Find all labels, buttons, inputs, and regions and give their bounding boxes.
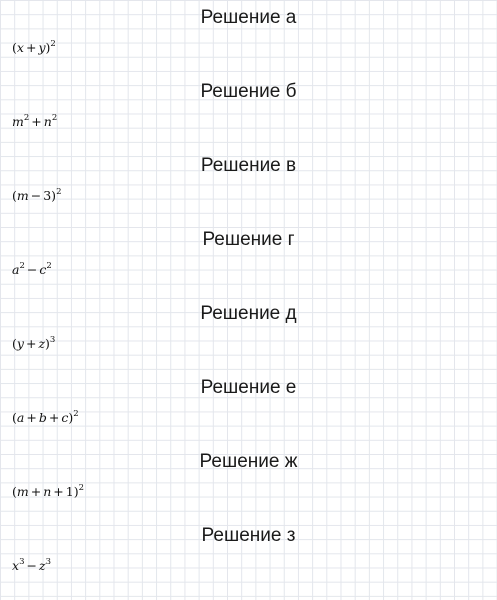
heading-solution-g: Решение г — [202, 229, 295, 250]
solution-zh — [0, 444, 497, 518]
heading-solution-v: Решение в — [200, 155, 297, 176]
solution-g — [0, 222, 497, 296]
formula-zh: $(m + n + 1)^2$ — [12, 483, 85, 499]
formula-d: $(y + z)^3$ — [12, 335, 56, 351]
solution-a — [0, 0, 497, 74]
solution-v — [0, 148, 497, 222]
formula-e: $(a + b + c)^2$ — [12, 409, 79, 425]
solution-d — [0, 296, 497, 370]
heading-solution-zh: Решение ж — [199, 451, 298, 472]
heading-solution-b: Решение б — [200, 81, 297, 102]
solution-z — [0, 518, 497, 592]
solution-e — [0, 370, 497, 444]
heading-solution-a: Решение а — [200, 7, 297, 28]
formula-z: $x^3 - z^3$ — [12, 557, 51, 573]
formula-a: $(x + y)^2$ — [12, 39, 56, 55]
heading-solution-d: Решение д — [200, 303, 297, 324]
heading-solution-e: Решение е — [200, 377, 297, 398]
heading-solution-z: Решение з — [201, 525, 296, 546]
formula-g: $a^2 - c^2$ — [12, 261, 52, 277]
formula-b: $m^2 + n^2$ — [12, 113, 58, 129]
solution-b — [0, 74, 497, 148]
formula-v: $(m - 3)^2$ — [12, 187, 62, 203]
